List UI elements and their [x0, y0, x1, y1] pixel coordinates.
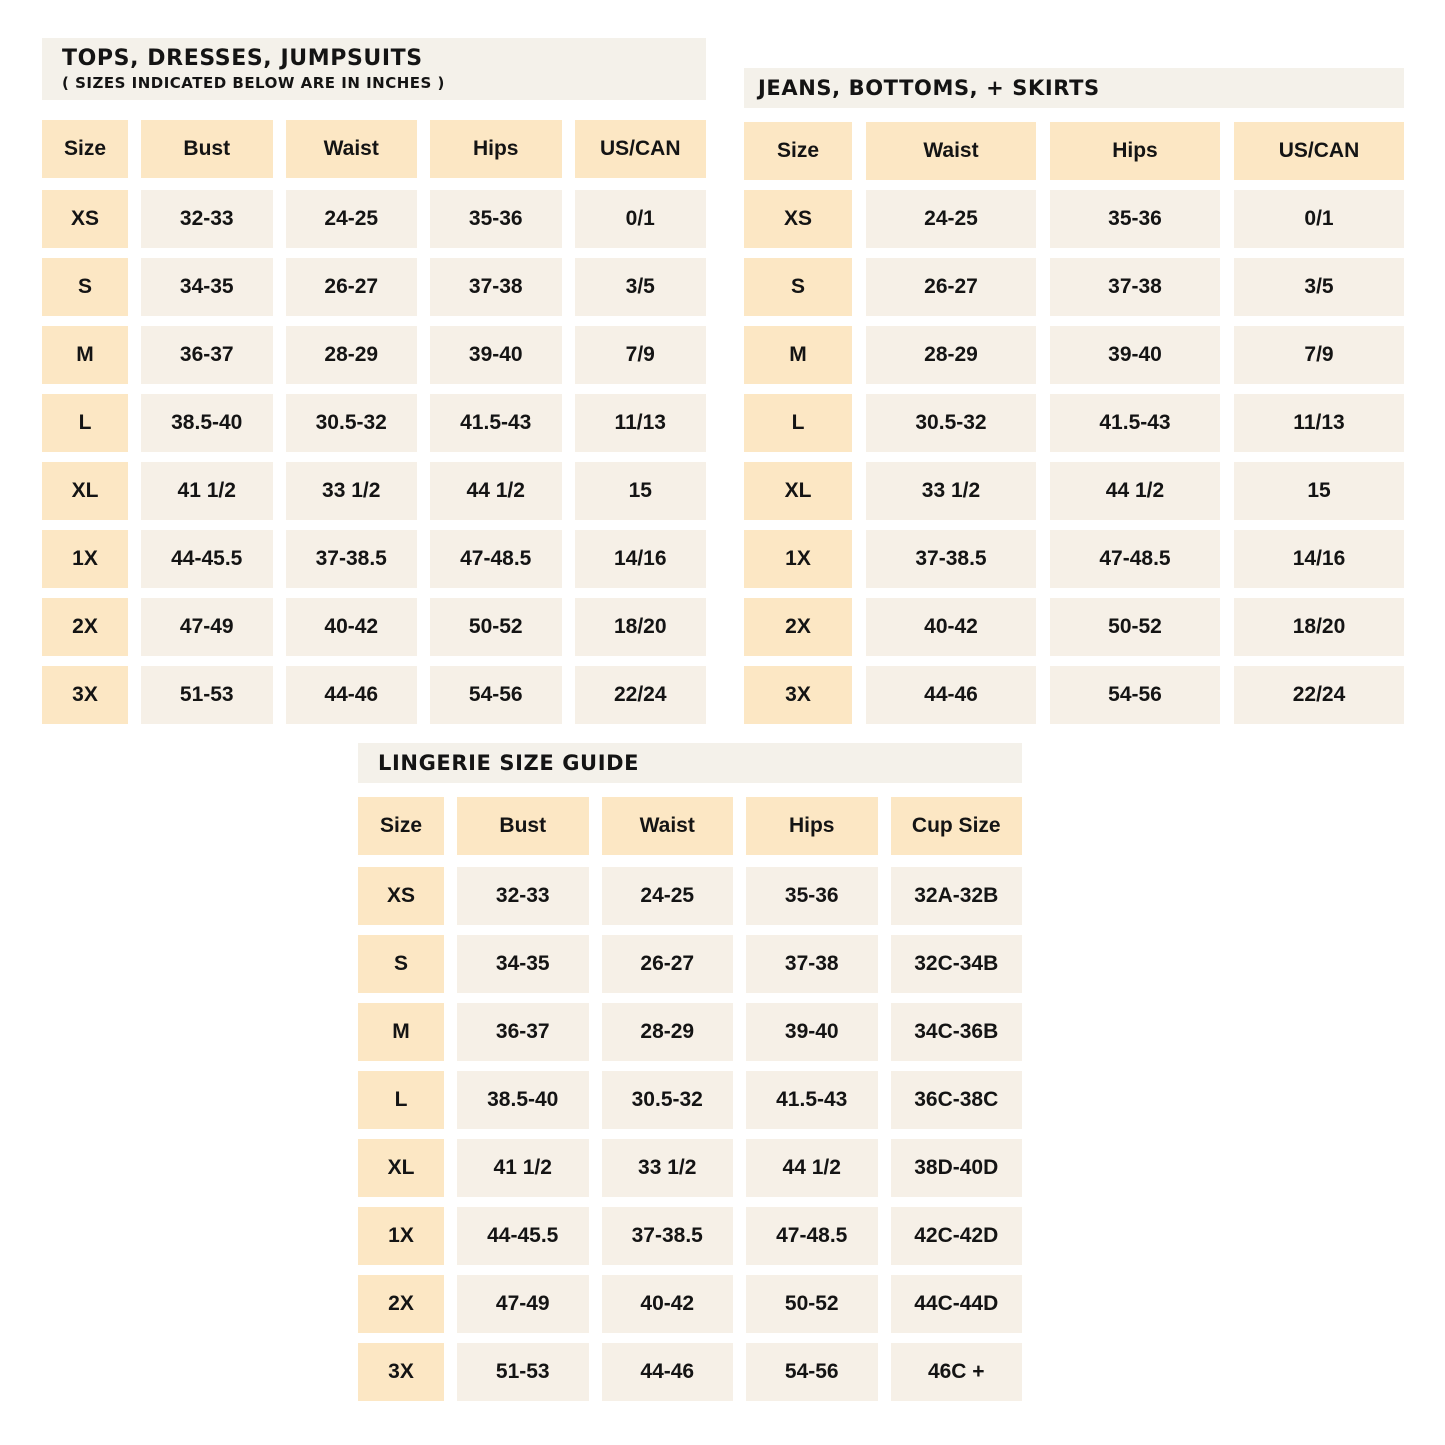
value-cell: 47-49: [457, 1275, 589, 1333]
table-row: [744, 530, 1404, 588]
value-cell: 34-35: [141, 258, 273, 316]
value-cell: 26-27: [286, 258, 418, 316]
value-cell: 35-36: [430, 190, 562, 248]
value-cell: 24-25: [602, 867, 734, 925]
value-cell: 18/20: [575, 598, 707, 656]
table-row: [358, 867, 1022, 925]
value-cell: 51-53: [141, 666, 273, 724]
size-cell: 2X: [358, 1275, 444, 1333]
table-title: TOPS, DRESSES, JUMPSUITS: [62, 46, 423, 72]
value-cell: 26-27: [602, 935, 734, 993]
value-cell: 47-48.5: [430, 530, 562, 588]
size-cell: M: [744, 326, 852, 384]
value-cell: 36-37: [457, 1003, 589, 1061]
jeans-bottoms-skirts-table: [744, 68, 1404, 734]
value-cell: 39-40: [1050, 326, 1220, 384]
value-cell: 44-45.5: [141, 530, 273, 588]
table-row: [358, 1003, 1022, 1061]
value-cell: 40-42: [286, 598, 418, 656]
size-cell: 2X: [42, 598, 128, 656]
value-cell: 15: [575, 462, 707, 520]
table-row: [42, 530, 706, 588]
value-cell: 34C-36B: [891, 1003, 1023, 1061]
value-cell: 41.5-43: [1050, 394, 1220, 452]
table-title-band: [42, 38, 706, 100]
value-cell: 37-38.5: [602, 1207, 734, 1265]
table-row: [358, 935, 1022, 993]
size-cell: 3X: [358, 1343, 444, 1401]
value-cell: 44-46: [602, 1343, 734, 1401]
size-cell: 1X: [358, 1207, 444, 1265]
value-cell: 54-56: [1050, 666, 1220, 724]
size-cell: 1X: [744, 530, 852, 588]
table-title: LINGERIE SIZE GUIDE: [378, 750, 640, 775]
header-row: [358, 797, 1022, 855]
value-cell: 37-38: [746, 935, 878, 993]
column-header-cell: Hips: [1050, 122, 1220, 180]
value-cell: 46C +: [891, 1343, 1023, 1401]
value-cell: 41 1/2: [457, 1139, 589, 1197]
table-row: [744, 666, 1404, 724]
table-row: [744, 462, 1404, 520]
size-cell: XS: [358, 867, 444, 925]
value-cell: 11/13: [1234, 394, 1404, 452]
value-cell: 32A-32B: [891, 867, 1023, 925]
column-header-cell: US/CAN: [575, 120, 707, 178]
value-cell: 44C-44D: [891, 1275, 1023, 1333]
table-title: JEANS, BOTTOMS, + SKIRTS: [758, 75, 1100, 100]
value-cell: 44-45.5: [457, 1207, 589, 1265]
value-cell: 44 1/2: [746, 1139, 878, 1197]
value-cell: 26-27: [866, 258, 1036, 316]
table-row: [744, 598, 1404, 656]
table-title-band: [744, 68, 1404, 108]
value-cell: 34-35: [457, 935, 589, 993]
value-cell: 44-46: [866, 666, 1036, 724]
value-cell: 40-42: [866, 598, 1036, 656]
value-cell: 15: [1234, 462, 1404, 520]
value-cell: 37-38.5: [866, 530, 1036, 588]
value-cell: 44-46: [286, 666, 418, 724]
size-cell: 1X: [42, 530, 128, 588]
size-cell: L: [358, 1071, 444, 1129]
value-cell: 35-36: [1050, 190, 1220, 248]
value-cell: 33 1/2: [866, 462, 1036, 520]
value-cell: 44 1/2: [1050, 462, 1220, 520]
size-cell: L: [42, 394, 128, 452]
size-cell: XL: [42, 462, 128, 520]
value-cell: 3/5: [575, 258, 707, 316]
column-header-cell: Bust: [141, 120, 273, 178]
value-cell: 50-52: [746, 1275, 878, 1333]
column-header-cell: Waist: [866, 122, 1036, 180]
table-row: [42, 326, 706, 384]
column-header-cell: Waist: [602, 797, 734, 855]
value-cell: 39-40: [746, 1003, 878, 1061]
table-row: [42, 462, 706, 520]
table-row: [42, 598, 706, 656]
table-row: [358, 1343, 1022, 1401]
column-header-cell: Hips: [430, 120, 562, 178]
column-header-cell: Size: [744, 122, 852, 180]
column-header-cell: US/CAN: [1234, 122, 1404, 180]
size-cell: S: [42, 258, 128, 316]
value-cell: 0/1: [1234, 190, 1404, 248]
size-cell: M: [358, 1003, 444, 1061]
value-cell: 30.5-32: [286, 394, 418, 452]
size-cell: S: [358, 935, 444, 993]
value-cell: 28-29: [286, 326, 418, 384]
column-header-cell: Hips: [746, 797, 878, 855]
value-cell: 28-29: [866, 326, 1036, 384]
size-cell: XL: [358, 1139, 444, 1197]
value-cell: 22/24: [1234, 666, 1404, 724]
column-header-cell: Waist: [286, 120, 418, 178]
size-cell: 3X: [42, 666, 128, 724]
value-cell: 50-52: [1050, 598, 1220, 656]
value-cell: 0/1: [575, 190, 707, 248]
value-cell: 50-52: [430, 598, 562, 656]
value-cell: 32-33: [141, 190, 273, 248]
value-cell: 14/16: [575, 530, 707, 588]
value-cell: 32C-34B: [891, 935, 1023, 993]
table-row: [42, 258, 706, 316]
value-cell: 24-25: [866, 190, 1036, 248]
value-cell: 22/24: [575, 666, 707, 724]
table-row: [358, 1207, 1022, 1265]
value-cell: 18/20: [1234, 598, 1404, 656]
value-cell: 36C-38C: [891, 1071, 1023, 1129]
value-cell: 47-48.5: [746, 1207, 878, 1265]
value-cell: 39-40: [430, 326, 562, 384]
header-row: [744, 122, 1404, 180]
value-cell: 24-25: [286, 190, 418, 248]
tops-dresses-jumpsuits-table: [42, 38, 706, 734]
value-cell: 38.5-40: [457, 1071, 589, 1129]
value-cell: 44 1/2: [430, 462, 562, 520]
value-cell: 38.5-40: [141, 394, 273, 452]
value-cell: 40-42: [602, 1275, 734, 1333]
lingerie-size-guide-table: [358, 743, 1022, 1411]
value-cell: 14/16: [1234, 530, 1404, 588]
value-cell: 36-37: [141, 326, 273, 384]
table-row: [744, 258, 1404, 316]
value-cell: 7/9: [1234, 326, 1404, 384]
value-cell: 37-38: [430, 258, 562, 316]
size-cell: L: [744, 394, 852, 452]
size-cell: M: [42, 326, 128, 384]
value-cell: 41 1/2: [141, 462, 273, 520]
table-row: [358, 1275, 1022, 1333]
column-header-cell: Size: [42, 120, 128, 178]
table-row: [744, 394, 1404, 452]
value-cell: 30.5-32: [602, 1071, 734, 1129]
column-header-cell: Cup Size: [891, 797, 1023, 855]
value-cell: 51-53: [457, 1343, 589, 1401]
value-cell: 54-56: [746, 1343, 878, 1401]
size-cell: S: [744, 258, 852, 316]
value-cell: 54-56: [430, 666, 562, 724]
value-cell: 37-38: [1050, 258, 1220, 316]
table-row: [358, 1139, 1022, 1197]
table-subtitle: ( SIZES INDICATED BELOW ARE IN INCHES ): [62, 73, 445, 92]
table-row: [42, 190, 706, 248]
value-cell: 32-33: [457, 867, 589, 925]
table-row: [744, 190, 1404, 248]
value-cell: 11/13: [575, 394, 707, 452]
size-cell: XS: [744, 190, 852, 248]
table-row: [42, 394, 706, 452]
value-cell: 7/9: [575, 326, 707, 384]
size-cell: 2X: [744, 598, 852, 656]
table-row: [744, 326, 1404, 384]
header-row: [42, 120, 706, 178]
value-cell: 3/5: [1234, 258, 1404, 316]
table-row: [42, 666, 706, 724]
table-row: [358, 1071, 1022, 1129]
size-cell: XS: [42, 190, 128, 248]
size-cell: XL: [744, 462, 852, 520]
value-cell: 35-36: [746, 867, 878, 925]
table-title-band: [358, 743, 1022, 783]
value-cell: 38D-40D: [891, 1139, 1023, 1197]
value-cell: 28-29: [602, 1003, 734, 1061]
column-header-cell: Size: [358, 797, 444, 855]
value-cell: 47-48.5: [1050, 530, 1220, 588]
size-cell: 3X: [744, 666, 852, 724]
value-cell: 42C-42D: [891, 1207, 1023, 1265]
value-cell: 41.5-43: [746, 1071, 878, 1129]
value-cell: 33 1/2: [286, 462, 418, 520]
value-cell: 33 1/2: [602, 1139, 734, 1197]
value-cell: 47-49: [141, 598, 273, 656]
value-cell: 37-38.5: [286, 530, 418, 588]
value-cell: 30.5-32: [866, 394, 1036, 452]
value-cell: 41.5-43: [430, 394, 562, 452]
column-header-cell: Bust: [457, 797, 589, 855]
